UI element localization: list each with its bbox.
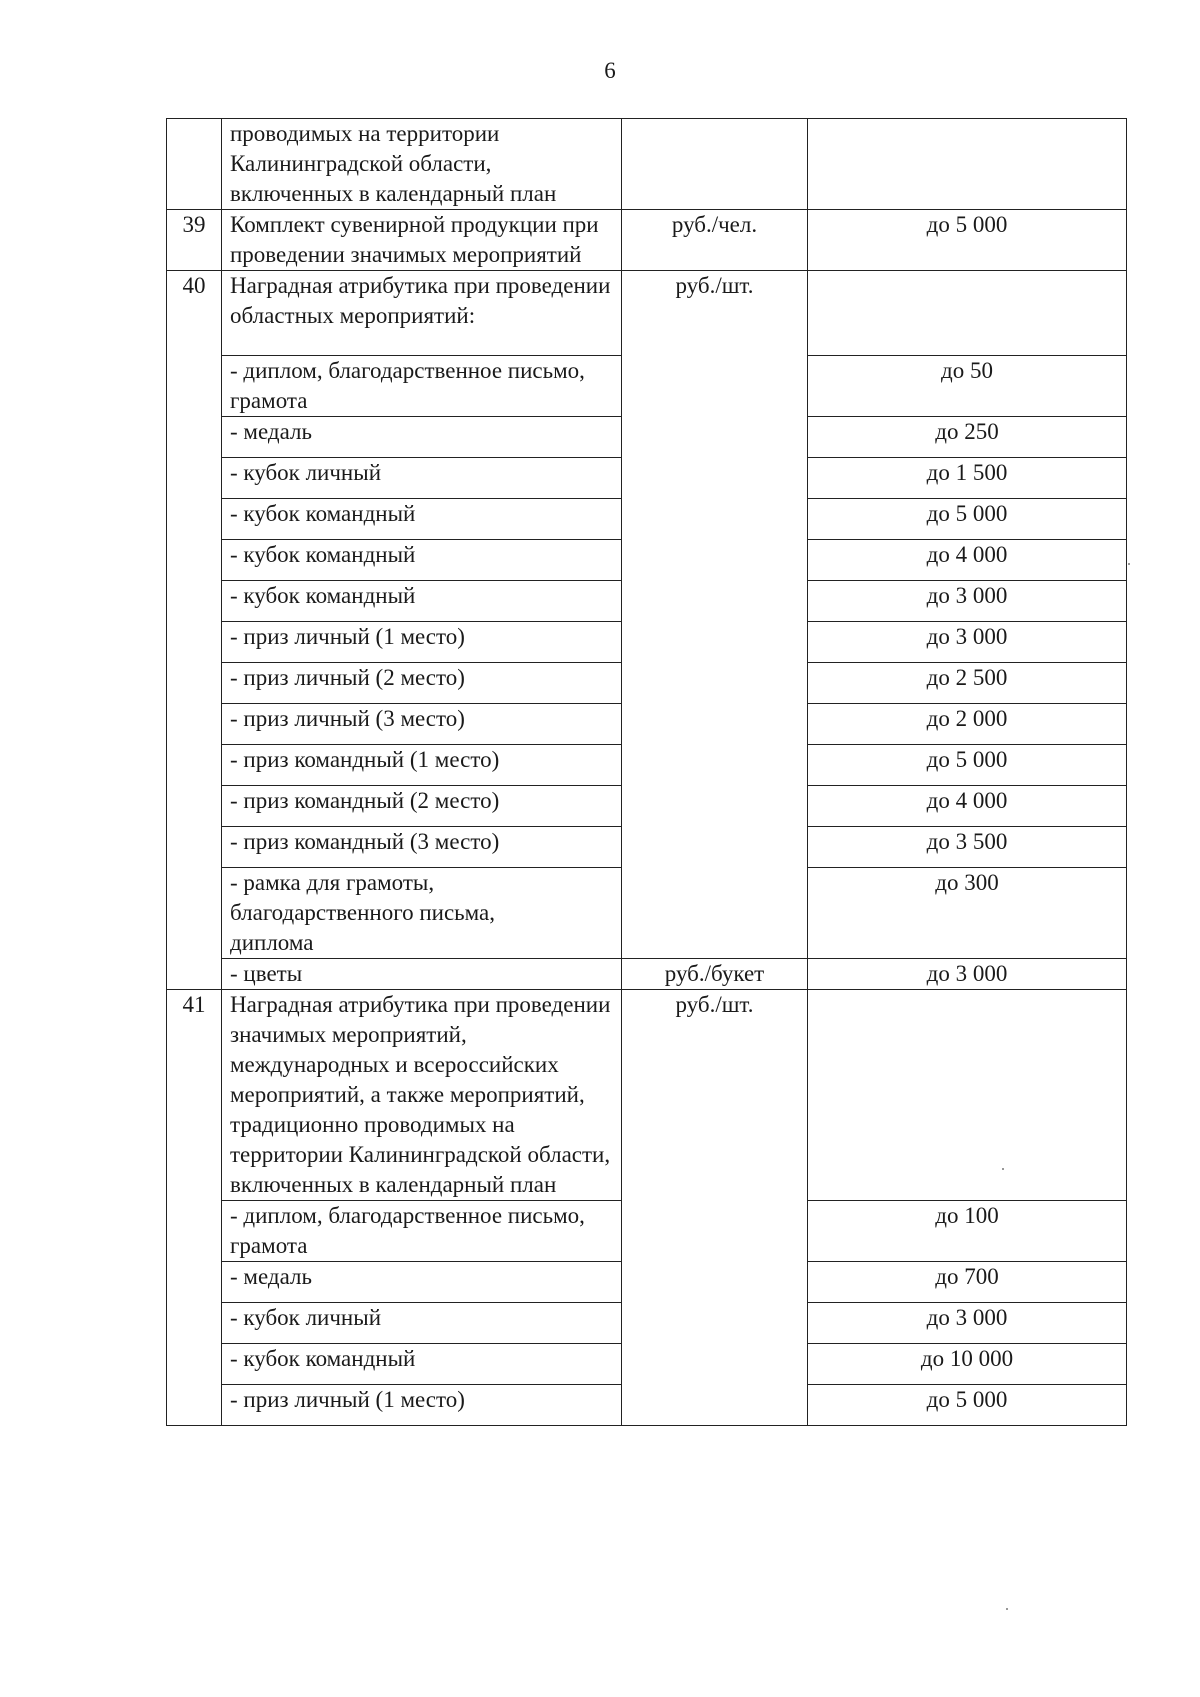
sub-item-value: до 3 000 — [808, 1303, 1127, 1344]
sub-item-value: до 100 — [808, 1201, 1127, 1262]
sub-item-name: - приз командный (2 место) — [222, 786, 622, 827]
sub-item-name: - приз личный (3 место) — [222, 704, 622, 745]
page-number: 6 — [604, 58, 616, 83]
sub-item-value: до 5 000 — [808, 745, 1127, 786]
item-unit — [622, 119, 808, 210]
scan-speck — [1006, 1608, 1008, 1610]
sub-item-name: - кубок командный — [222, 581, 622, 622]
row-number: 41 — [167, 990, 222, 1426]
sub-item-value: до 3 000 — [808, 581, 1127, 622]
sub-item-value: до 300 — [808, 868, 1127, 959]
item-value — [808, 990, 1127, 1201]
sub-item-value: до 1 500 — [808, 458, 1127, 499]
sub-item-value: до 50 — [808, 356, 1127, 417]
sub-item-value: до 3 500 — [808, 827, 1127, 868]
sub-item-name: - медаль — [222, 1262, 622, 1303]
sub-item-value: до 10 000 — [808, 1344, 1127, 1385]
item-name: Наградная атрибутика при проведении значимых мероприятий, международных и всероссийских мероприятий, а также мероприятий, традиционно проводимых на территории Калининградской области, включенных в календарный план — [222, 990, 622, 1201]
sub-item-name: - рамка для грамоты, благодарственного письма, диплома — [222, 868, 622, 959]
item-unit: руб./чел. — [622, 210, 808, 271]
table-row — [167, 990, 1127, 1201]
table-row — [167, 959, 1127, 990]
sub-item-name: - кубок командный — [222, 1344, 622, 1385]
sub-item-value: до 4 000 — [808, 786, 1127, 827]
sub-item-value: до 700 — [808, 1262, 1127, 1303]
sub-item-value: до 2 500 — [808, 663, 1127, 704]
sub-item-value: до 5 000 — [808, 1385, 1127, 1426]
sub-item-name: - приз командный (1 место) — [222, 745, 622, 786]
sub-item-name: - кубок личный — [222, 458, 622, 499]
sub-item-value: до 250 — [808, 417, 1127, 458]
item-name: Комплект сувенирной продукции при проведении значимых мероприятий — [222, 210, 622, 271]
norms-table — [166, 118, 1127, 1426]
item-name: проводимых на территории Калининградской области, включенных в календарный план — [222, 119, 622, 210]
row-number — [167, 119, 222, 210]
scan-speck — [1128, 563, 1130, 565]
sub-item-value: до 5 000 — [808, 499, 1127, 540]
sub-item-value: до 4 000 — [808, 540, 1127, 581]
sub-item-name: - диплом, благодарственное письмо, грамота — [222, 356, 622, 417]
item-name: Наградная атрибутика при проведении областных мероприятий: — [222, 271, 622, 356]
row-number: 40 — [167, 271, 222, 990]
row-number: 39 — [167, 210, 222, 271]
sub-item-value: до 2 000 — [808, 704, 1127, 745]
sub-item-name: - кубок командный — [222, 499, 622, 540]
sub-item-name: - приз личный (1 место) — [222, 1385, 622, 1426]
sub-item-value: до 3 000 — [808, 959, 1127, 990]
item-unit: руб./шт. — [622, 271, 808, 959]
sub-item-name: - кубок командный — [222, 540, 622, 581]
sub-item-name: - медаль — [222, 417, 622, 458]
sub-item-unit: руб./букет — [622, 959, 808, 990]
sub-item-name: - приз командный (3 место) — [222, 827, 622, 868]
sub-item-name: - цветы — [222, 959, 622, 990]
item-value — [808, 271, 1127, 356]
item-value — [808, 119, 1127, 210]
item-unit: руб./шт. — [622, 990, 808, 1426]
sub-item-name: - диплом, благодарственное письмо, грамота — [222, 1201, 622, 1262]
table-row — [167, 271, 1127, 356]
sub-item-name: - кубок личный — [222, 1303, 622, 1344]
table-row — [167, 210, 1127, 271]
sub-item-value: до 3 000 — [808, 622, 1127, 663]
scan-speck — [1002, 1168, 1004, 1170]
sub-item-name: - приз личный (2 место) — [222, 663, 622, 704]
item-value: до 5 000 — [808, 210, 1127, 271]
table-row — [167, 119, 1127, 210]
sub-item-name: - приз личный (1 место) — [222, 622, 622, 663]
